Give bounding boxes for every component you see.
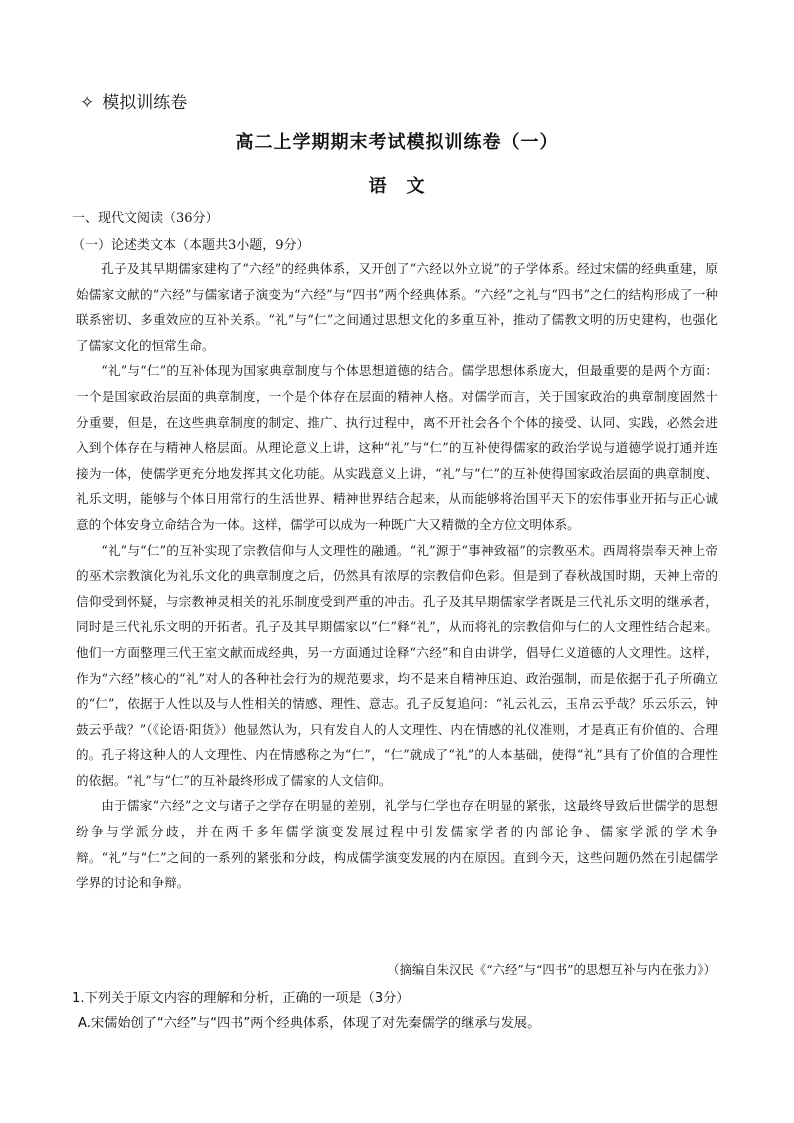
diamond-outline-icon: ✧ [80,93,95,113]
article-paragraph-2: “礼”与“仁”的互补体现为国家典章制度与个体思想道德的结合。儒学思想体系庞大，但最重要的是两个方面：一个是国家政治层面的典章制度，一个是个体存在层面的精神人格。对儒学而言，关于国家政治的典章制度固然十分重要，但是，在这些典章制度的制定、推广、执行过程中，离不开社会各个个体的接受、认同、实践，必然会进入到个体存在与精神人格层面。从理论意义上讲，这种“礼”与“仁”的互补使得儒家的政治学说与道德学说打通并连接为一体，使儒学更充分地发挥其文化功能。从实践意义上讲，“礼”与“仁”的互补使得国家政治层面的典章制度、礼乐文明，能够与个体日用常行的生活世界、精神世界结合起来，从而能够将治国平天下的宏伟事业开拓与正心诚意的个体安身立命结合为一体。这样，儒学可以成为一种既广大又精微的全方位文明体系。 [76,363,718,532]
part-heading: 一、现代文阅读（36分） [72,211,219,226]
section-tag [80,88,187,113]
article-paragraph-1: 孔子及其早期儒家建构了“六经”的经典体系，又开创了“六经以外立说”的子学体系。经过宋儒的经典重建，原始儒家文献的“六经”与儒家诸子演变为“六经”与“四书”两个经典体系。“六经”之礼与“四书”之仁的结构形成了一种联系密切、多重效应的互补关系。“礼”与“仁”之间通过思想文化的多重互补，推动了儒教文明的历史建构，也强化了儒家文化的恒常生命。 [76,261,718,353]
article-body [76,256,718,896]
question-stem: 1.下列关于原文内容的理解和分析，正确的一项是（3分） [72,991,410,1006]
section-tag-label: 模拟训练卷 [102,93,188,113]
question-option-a: A.宋儒始创了“六经”与“四书”两个经典体系，体现了对先秦儒学的继承与发展。 [78,1016,541,1031]
article-paragraph-3: “礼”与“仁”的互补实现了宗教信仰与人文理性的融通。“礼”源于“事神致福”的宗教巫术。西周将崇奉天神上帝的巫术宗教演化为礼乐文化的典章制度之后，仍然具有浓厚的宗教信仰色彩。但是到了春秋战国时期，天神上帝的信仰受到怀疑，与宗教神灵相关的礼乐制度受到严重的冲击。孔子及其早期儒家学者既是三代礼乐文明的继承者，同时是三代礼乐文明的开拓者。孔子及其早期儒家以“仁”释“礼”，从而将礼的宗教信仰与仁的人文理性结合起来。他们一方面整理三代王室文献而成经典，另一方面通过诠释“六经”和自由讲学，倡导仁义道德的人文理性。这样，作为“六经”核心的“礼”对人的各种社会行为的规范要求，均不是来自精神压迫、政治强制，而是依据于孔子所确立的“仁”，依据于人性以及与人性相关的情感、理性、意志。孔子反复追问：“礼云礼云，玉帛云乎哉？乐云乐云，钟鼓云乎哉？”（《论语·阳货》）他显然认为，只有发自人的人文理性、内在情感的礼仪准则，才是真正有价值的、合理的。孔子将这种人的人文理性、内在情感称之为“仁”，“仁”就成了“礼”的人本基础，使得“礼”具有了价值的合理性的依据。“礼”与“仁”的互补最终形成了儒家的人文信仰。 [76,542,718,788]
exam-title: 高二上学期期末考试模拟训练卷（一） [235,132,559,153]
article-source: （摘编自朱汉民《“六经”与“四书”的思想互补与内在张力》） [387,962,716,977]
subject-title: 语 文 [368,176,426,197]
subpart-heading: （一）论述类文本（本题共3小题，9分） [72,238,310,253]
article-paragraph-4: 由于儒家“六经”之文与诸子之学存在明显的差别，礼学与仁学也存在明显的紧张，这最终导致后世儒学的思想纷争与学派分歧，并在两千多年儒学演变发展过程中引发儒家学者的内部论争、儒家学派的学术争辩。“礼”与“仁”之间的一系列的紧张和分歧，构成儒学演变发展的内在原因。直到今天，这些问题仍然在引起儒学学界的讨论和争辩。 [76,798,718,891]
